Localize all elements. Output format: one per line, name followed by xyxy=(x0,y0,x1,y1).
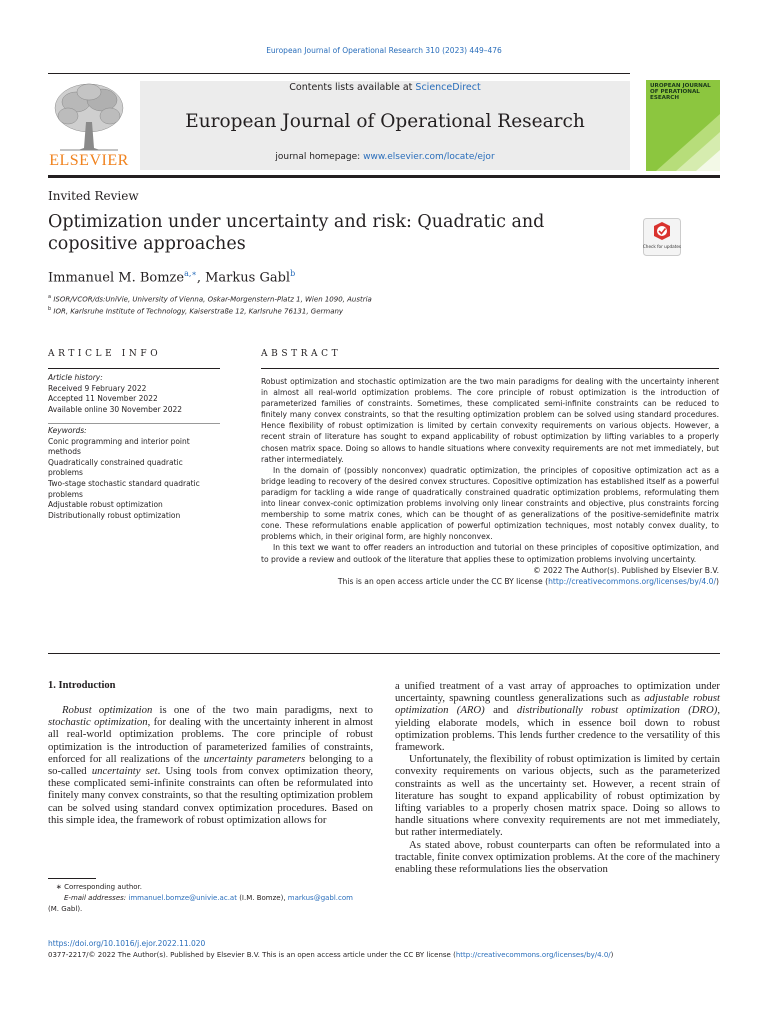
affiliation-b xyxy=(48,306,343,315)
keywords-rule xyxy=(48,423,220,424)
history-received: Received 9 February 2022 xyxy=(48,383,147,393)
emphasized-term: distributionally robust optimization (DRO) xyxy=(516,704,718,717)
abstract-bottom-rule xyxy=(48,653,720,654)
cover-graphic xyxy=(646,104,720,171)
keyword-item: Adjustable robust optimization xyxy=(48,500,163,510)
emphasized-term: Robust optimization xyxy=(62,704,153,716)
contents-prefix: Contents lists available at xyxy=(289,82,416,93)
doi-link[interactable]: https://doi.org/10.1016/j.ejor.2022.11.020 xyxy=(48,939,206,948)
affiliation-text: IOR, Karlsruhe Institute of Technology, Kaiserstraße 12, Karlsruhe 76131, Germany xyxy=(53,307,344,316)
body-paragraph: Unfortunately, the flexibility of robust optimization is limited by certain convexity requirements on various objects, such as the parameterized constraints as well as the uncertainty set. However, a recent strain of literature has sought to expand applicability of robust optimization by lifting variables to a properly chosen matrix space. Doing so allows to handle situations where convexity requirements are not met immediately, but rather intermediately. xyxy=(395,753,720,839)
author-affiliation-marker[interactable]: a,∗ xyxy=(184,269,197,278)
affiliation-a xyxy=(48,294,372,303)
affiliation-marker: b xyxy=(48,306,52,312)
emphasized-term: uncertainty parameters xyxy=(203,752,306,765)
keywords-block xyxy=(48,426,220,521)
abstract-rule xyxy=(261,368,719,369)
emphasized-term: adjustable robust optimization (ARO) xyxy=(395,692,720,717)
email-link-gabl[interactable]: markus@gabl.com xyxy=(287,894,353,902)
section-heading-introduction: 1. Introduction xyxy=(48,680,116,691)
keyword-item: Distributionally robust optimization xyxy=(48,510,181,520)
author-separator: , xyxy=(196,270,206,286)
abstract-paragraph: In the domain of (possibly nonconvex) quadratic optimization, the principles of copositive optimization act as a bridge leading to recovery of the desired convex structures. Copositive optimization has established itself as a powerful paradigm for tackling a wide range of quadratically constrained quadratic optimization problems, reformulating them into linear convex-conic optimization problems involving only linear constraints and objective, plus constraints forcing membership to some matrix cones, which can be thought of as generalizations of the positive-semidefinite matrix cone. These reformulations enable application of powerful optimization techniques, most notably convex duality, to problems which, in their original form, are highly nonconvex. xyxy=(261,465,719,542)
body-paragraph: Robust optimization is one of the two main paradigms, next to stochastic optimization, for dealing with the uncertainty inherent in almost all real-world optimization problems. The core principle of robust optimization is the introduction of parameterized families of constraints, enforced for all realizations of the uncertainty parameters belonging to a so-called uncertainty set. Using tools from convex optimization theory, these complicated semi-infinite constraints can often be reformulated into finitely many convex constraints, so that the resulting optimization problem can be solved using standard convex optimization procedures. Based on this simple idea, the framework of robust optimization allows for xyxy=(48,704,374,826)
history-online: Available online 30 November 2022 xyxy=(48,404,183,414)
crossmark-label: Check for updates xyxy=(643,244,681,249)
article-history xyxy=(48,373,220,415)
email-addresses-line xyxy=(48,893,374,904)
journal-citation[interactable]: European Journal of Operational Research 310 (2023) 449–476 xyxy=(266,46,502,55)
article-type: Invited Review xyxy=(48,189,139,203)
abstract-heading: ABSTRACT xyxy=(261,349,342,359)
corresponding-author-note: ∗ Corresponding author. xyxy=(56,883,143,891)
author-list xyxy=(48,269,295,285)
abstract-paragraph: In this text we want to offer readers an introduction and tutorial on these principles of copositive optimization, and to provide a review and outlook of the literature that applies these to optimization problems involving uncertainty. xyxy=(261,543,719,564)
license-prefix: This is an open access article under the CC BY license ( xyxy=(337,576,549,586)
abstract-body xyxy=(261,376,719,587)
footer-license-suffix: ) xyxy=(610,951,614,959)
keyword-item: Two-stage stochastic standard quadratic problems xyxy=(48,478,200,499)
author-affiliation-marker[interactable]: b xyxy=(290,269,296,278)
author-name[interactable]: Markus Gabl xyxy=(205,270,291,286)
copyright-line: © 2022 The Author(s). Published by Elsevier B.V. xyxy=(533,565,719,575)
article-info-rule xyxy=(48,368,220,369)
keyword-item: Quadratically constrained quadratic problems xyxy=(48,457,183,478)
email-owner-bomze: (I.M. Bomze), xyxy=(236,894,288,902)
issn-text: 0377-2217/© 2022 The Author(s). Published by Elsevier B.V. This is an open access article under the CC BY license ( xyxy=(48,951,456,959)
footnotes xyxy=(48,882,374,915)
affiliation-text: ISOR/VCOR/ds:UniVie, University of Vienna, Oskar-Morgenstern-Platz 1, Wien 1090, Austria xyxy=(53,295,372,304)
journal-cover-thumbnail[interactable] xyxy=(646,74,720,171)
keywords-label: Keywords: xyxy=(48,426,87,435)
history-label: Article history: xyxy=(48,373,103,382)
homepage-link[interactable]: www.elsevier.com/locate/ejor xyxy=(363,152,495,162)
elsevier-wordmark: ELSEVIER xyxy=(49,152,129,169)
header-top-rule xyxy=(48,73,630,74)
corresponding-text: Corresponding author. xyxy=(64,883,143,891)
header-bottom-rule xyxy=(48,175,720,178)
body-paragraph: a unified treatment of a vast array of approaches to optimization under uncertainty, spawning countless generalizations such as adjustable robust optimization (ARO) and distributionally robust optimization (DRO), yielding elaborate models, which in essence boil down to robust optimization problems. This lends further credence to the versatility of this framework. xyxy=(395,680,720,754)
article-info-heading: ARTICLE INFO xyxy=(48,349,162,359)
homepage-prefix: journal homepage: xyxy=(275,152,364,162)
affiliation-marker: a xyxy=(48,294,52,300)
body-paragraph: As stated above, robust counterparts can often be reformulated into a tractable, finite convex optimization problems. At the core of the machinery enabling these reformulations lies the observation xyxy=(395,838,720,876)
footer-license-link[interactable]: http://creativecommons.org/licenses/by/4.0/ xyxy=(455,951,611,959)
issn-copyright-line xyxy=(48,951,728,959)
history-accepted: Accepted 11 November 2022 xyxy=(48,394,158,404)
footnote-rule xyxy=(48,878,96,879)
check-for-updates-icon[interactable] xyxy=(643,218,681,256)
abstract-paragraph: Robust optimization and stochastic optimization are the two main paradigms for dealing with the uncertainty inherent in almost all real-world optimization problems. The core principle of robust optimization is the introduction of parameterized families of constraints. Sometimes, these complicated semi-infinite constraints can be reduced to finitely many convex constraints, so that the resulting optimization problem can be solved using standard procedures. Hence flexibility of robust optimization is limited by certain convexity requirements on various objects. However, a recent strain of literature has sought to expand applicability of robust optimization by lifting variables to a properly chosen matrix space. Doing so allows to handle situations where convexity requirements are not met immediately, but rather intermediately. xyxy=(261,377,719,464)
license-link[interactable]: http://creativecommons.org/licenses/by/4.0/ xyxy=(548,576,717,586)
email-label: E-mail addresses: xyxy=(64,894,129,902)
body-column-right xyxy=(395,680,720,875)
cover-title: UROPEAN JOURNAL OF PERATIONAL ESEARCH xyxy=(650,83,711,101)
emphasized-term: uncertainty set xyxy=(91,765,158,778)
author-name[interactable]: Immanuel M. Bomze xyxy=(48,270,185,286)
keyword-item: Conic programming and interior point methods xyxy=(48,436,190,457)
contents-line xyxy=(140,82,630,93)
journal-homepage-line xyxy=(140,152,630,162)
emphasized-term: stochastic optimization xyxy=(48,716,148,729)
sciencedirect-link[interactable]: ScienceDirect xyxy=(415,82,481,93)
email-owner-gabl: (M. Gabl). xyxy=(48,905,83,913)
journal-title: European Journal of Operational Research xyxy=(185,111,585,132)
license-line xyxy=(261,576,719,587)
license-suffix: ) xyxy=(716,576,719,586)
article-title: Optimization under uncertainty and risk: Quadratic and copositive approaches xyxy=(48,212,545,254)
email-link-bomze[interactable]: immanuel.bomze@univie.ac.at xyxy=(128,894,237,902)
body-column-left xyxy=(48,704,373,826)
